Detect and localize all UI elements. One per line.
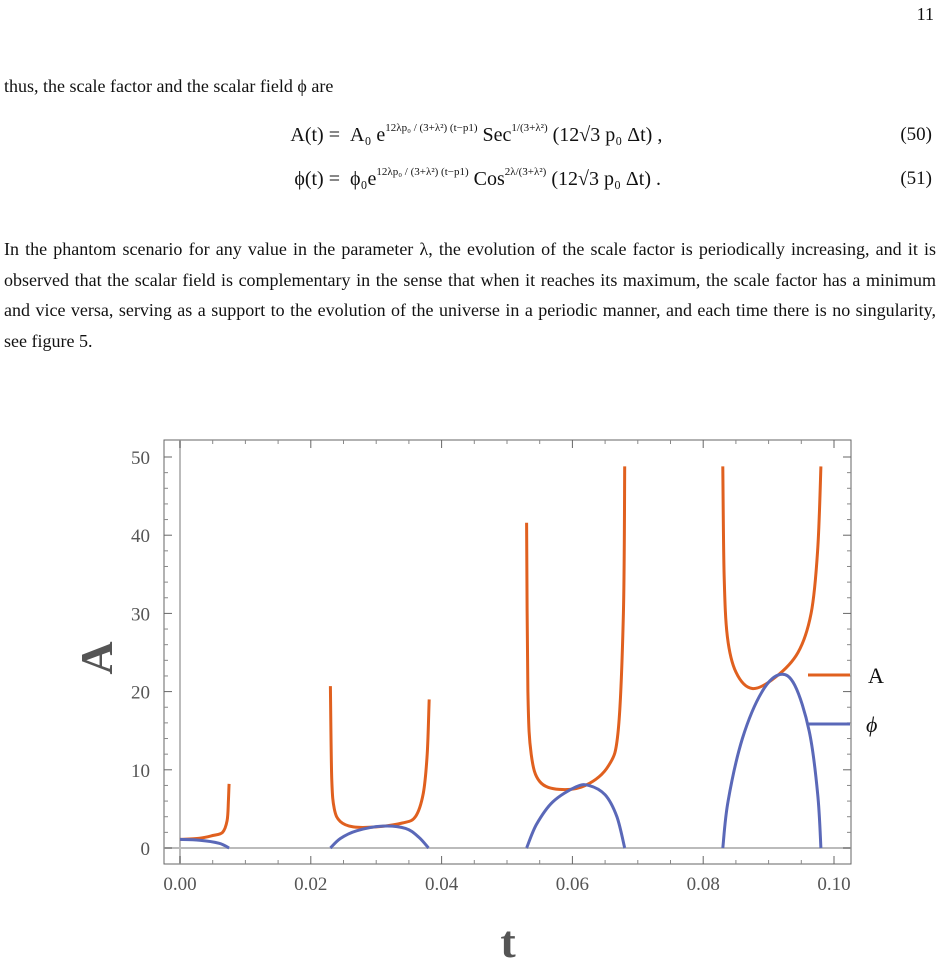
series-a-branch-3 — [527, 466, 625, 789]
exponent: 1/(3+λ²) — [511, 122, 548, 134]
exponent: 12λp₀ / (3+λ²) (t−p1) — [385, 122, 478, 134]
y-tick-label: 50 — [131, 448, 150, 469]
legend-label-phi: ϕ — [866, 712, 878, 737]
figure-5 — [0, 410, 944, 969]
equation-number: (51) — [900, 168, 932, 189]
body-paragraph: In the phantom scenario for any value in the parameter λ, the evolution of the scale factor is periodically increasing, and it is observed that the scalar field is complementary in the sense that when it reaches its maximum, the scale factor has a minimum and vice versa, serving as a support to the evolution of the universe in a periodic manner, and each time there is no singularity, see figure 5. — [4, 239, 936, 351]
y-tick-label: 10 — [131, 760, 150, 782]
exponent: 12λp₀ / (3+λ²) (t−p1) — [376, 166, 469, 178]
x-tick-label: 0.08 — [686, 874, 720, 895]
y-tick-label: 20 — [131, 682, 150, 704]
equation-rhs: $\phi_0e^{12\lambda p_0 / (3+\lambda^2) (t-p1)}$ Cos$^{2\lambda/(3+\lambda^2)}$ (12√3 p₀ Δt) . — [350, 166, 661, 190]
x-tick-label: 0.00 — [163, 874, 197, 895]
y-tick-label: 40 — [131, 526, 150, 548]
equation-lhs: ϕ(t) = — [294, 168, 340, 190]
exponent: 2λ/(3+λ²) — [504, 166, 547, 178]
series-phi-branch-3 — [527, 785, 625, 848]
equation-number: (50) — [900, 124, 932, 145]
page-number: 11 — [916, 4, 934, 24]
x-tick-label: 0.04 — [424, 874, 459, 895]
x-tick-label: 0.10 — [817, 874, 851, 895]
plot-frame — [164, 440, 851, 864]
series-a-branch-2 — [330, 686, 429, 827]
x-tick-label: 0.02 — [294, 874, 328, 895]
equation-50 — [0, 118, 944, 158]
line-chart — [0, 410, 944, 964]
series-phi-branch-4 — [723, 674, 821, 848]
series-a-branch-4 — [723, 466, 821, 688]
y-tick-label: 30 — [131, 604, 150, 626]
legend-label-a: A — [868, 663, 884, 688]
equation-rhs: A₀ $e^{12\lambda p_0 / (3+\lambda^2) (t-p1)}$ Sec$^{1/(3+\lambda^2)}$ (12√3 p₀ Δt) , — [350, 122, 663, 146]
x-tick-label: 0.06 — [555, 874, 590, 895]
series-phi-branch-1 — [180, 839, 229, 848]
series-a-branch-1 — [180, 784, 229, 840]
y-tick-label: 0 — [140, 839, 150, 860]
equation-51 — [0, 162, 944, 202]
x-axis-title: t — [500, 916, 516, 964]
equation-lhs: A(t) = — [290, 124, 340, 146]
y-axis-title: A — [71, 641, 122, 675]
series-phi-branch-2 — [330, 826, 428, 848]
intro-sentence: thus, the scale factor and the scalar field ϕ are — [4, 76, 334, 96]
